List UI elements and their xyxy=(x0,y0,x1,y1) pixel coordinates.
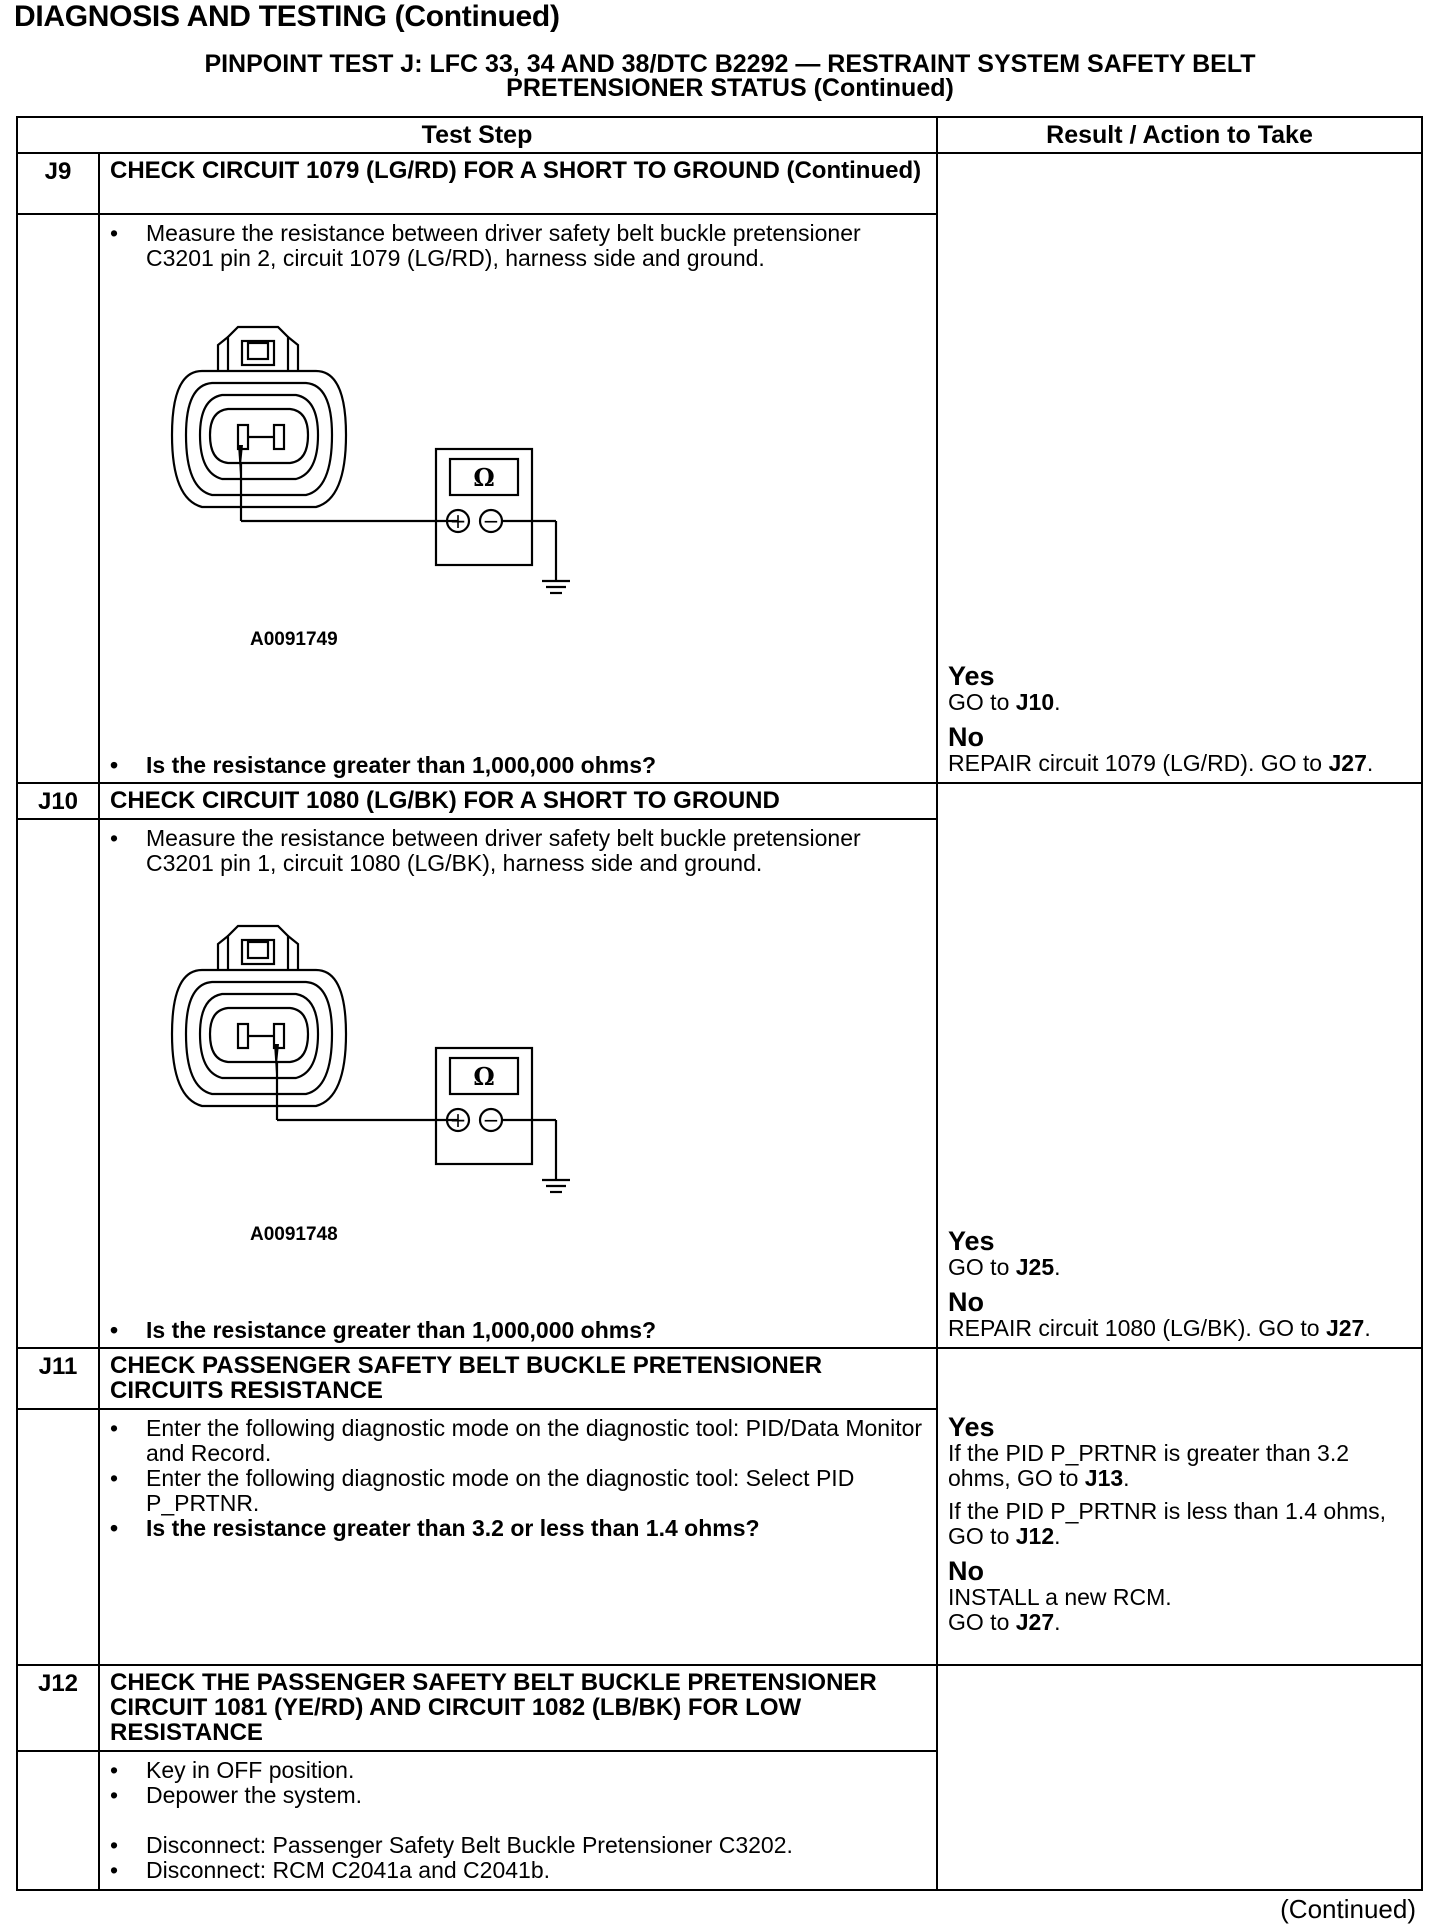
header-result-action: Result / Action to Take xyxy=(937,117,1422,153)
page-title: DIAGNOSIS AND TESTING (Continued) xyxy=(14,0,560,33)
no-label-j9: No xyxy=(948,722,985,752)
figure-code-j9: A0091749 xyxy=(250,629,338,650)
yes-action-j11-greater: If the PID P_PRTNR is greater than 3.2 ohms, GO to J13. xyxy=(948,1440,1349,1491)
step-body-j11 xyxy=(99,1409,937,1665)
header-test-step: Test Step xyxy=(17,117,937,153)
step-body-j10 xyxy=(99,819,937,1348)
step-j9-head-row xyxy=(17,153,1422,214)
ohm-symbol: Ω xyxy=(473,1062,495,1091)
result-j9 xyxy=(937,153,1422,783)
connector-diagram-j9 xyxy=(110,285,930,655)
step-bullet: • Depower the system. xyxy=(110,1782,363,1808)
no-action-j11: INSTALL a new RCM. GO to J27. xyxy=(948,1584,1172,1635)
connector-diagram-j10 xyxy=(110,884,930,1254)
yes-label-j10: Yes xyxy=(948,1226,995,1256)
step-id-j10: J10 xyxy=(17,783,99,819)
no-action-j9: REPAIR circuit 1079 (LG/RD). GO to J27. xyxy=(948,750,1374,776)
connector-meter-illustration xyxy=(110,285,930,655)
connector-meter-illustration xyxy=(110,884,930,1254)
step-title-j10: CHECK CIRCUIT 1080 (LG/BK) FOR A SHORT TO GROUND xyxy=(99,783,937,819)
no-label-j10: No xyxy=(948,1287,985,1317)
result-j10 xyxy=(937,783,1422,1348)
step-id-j9: J9 xyxy=(17,153,99,214)
yes-action-j9: GO to J10. xyxy=(948,689,1061,715)
step-body-j9 xyxy=(99,214,937,783)
step-j12-head-row xyxy=(17,1665,1422,1751)
goto-link-j12: J12 xyxy=(1015,1523,1055,1549)
ohm-symbol: Ω xyxy=(473,463,495,492)
step-bullet: • Key in OFF position. xyxy=(110,1757,355,1783)
step-id-spacer-j9 xyxy=(17,214,99,783)
test-title-line-1: PINPOINT TEST J: LFC 33, 34 AND 38/DTC B2292 — RESTRAINT SYSTEM SAFETY BELT xyxy=(204,50,1256,78)
plus-terminal: + xyxy=(449,509,467,533)
table-header-row xyxy=(17,117,1422,153)
figure-code-j10: A0091748 xyxy=(250,1224,338,1245)
step-body-j12 xyxy=(99,1751,937,1890)
goto-link-j25: J25 xyxy=(1015,1254,1055,1280)
minus-terminal: − xyxy=(482,509,500,533)
step-title-j11: CHECK PASSENGER SAFETY BELT BUCKLE PRETENSIONER CIRCUITS RESISTANCE xyxy=(99,1348,937,1409)
step-bullet: • Measure the resistance between driver safety belt buckle pretensioner C3201 pin 2, circuit 1079 (LG/RD), harness side and ground. xyxy=(110,220,861,271)
step-j11-head-row xyxy=(17,1348,1422,1409)
step-bullet: • Enter the following diagnostic mode on the diagnostic tool: PID/Data Monitor and Record. xyxy=(110,1415,923,1466)
step-question-j10: • Is the resistance greater than 1,000,000 ohms? xyxy=(110,1317,657,1343)
goto-link-j13: J13 xyxy=(1084,1465,1124,1491)
pinpoint-test-title xyxy=(60,52,1400,100)
step-id-spacer-j10 xyxy=(17,819,99,1348)
minus-terminal: − xyxy=(482,1108,500,1132)
pinpoint-test-table xyxy=(16,116,1423,1891)
footer-continued: (Continued) xyxy=(1280,1894,1416,1924)
step-bullet: • Enter the following diagnostic mode on the diagnostic tool: Select PID P_PRTNR. xyxy=(110,1465,855,1516)
step-title-j9: CHECK CIRCUIT 1079 (LG/RD) FOR A SHORT TO GROUND (Continued) xyxy=(99,153,937,214)
step-id-j12: J12 xyxy=(17,1665,99,1751)
no-label-j11: No xyxy=(948,1556,985,1586)
no-action-j10: REPAIR circuit 1080 (LG/BK). GO to J27. xyxy=(948,1315,1371,1341)
step-question-j9: • Is the resistance greater than 1,000,000 ohms? xyxy=(110,752,657,778)
step-bullet: • Measure the resistance between driver safety belt buckle pretensioner C3201 pin 1, circuit 1080 (LG/BK), harness side and ground. xyxy=(110,825,861,876)
step-title-j12: CHECK THE PASSENGER SAFETY BELT BUCKLE PRETENSIONER CIRCUIT 1081 (YE/RD) AND CIRCUIT 1082 (LB/BK) FOR LOW RESISTANCE xyxy=(99,1665,937,1751)
step-id-j11: J11 xyxy=(17,1348,99,1409)
step-bullet: • Disconnect: Passenger Safety Belt Buckle Pretensioner C3202. xyxy=(110,1832,793,1858)
goto-link-j27: J27 xyxy=(1325,1315,1365,1341)
step-j10-head-row xyxy=(17,783,1422,819)
yes-label-j9: Yes xyxy=(948,661,995,691)
yes-action-j11-less: If the PID P_PRTNR is less than 1.4 ohms, GO to J12. xyxy=(948,1498,1387,1549)
test-title-line-2: PRETENSIONER STATUS (Continued) xyxy=(506,74,954,102)
step-bullet: • Disconnect: RCM C2041a and C2041b. xyxy=(110,1857,551,1883)
result-j12 xyxy=(937,1665,1422,1890)
goto-link-j27: J27 xyxy=(1015,1609,1055,1635)
step-question-j11: • Is the resistance greater than 3.2 or less than 1.4 ohms? xyxy=(110,1515,760,1541)
yes-label-j11: Yes xyxy=(948,1412,995,1442)
step-id-spacer-j11 xyxy=(17,1409,99,1665)
step-id-spacer-j12 xyxy=(17,1751,99,1890)
goto-link-j10: J10 xyxy=(1015,689,1055,715)
plus-terminal: + xyxy=(449,1108,467,1132)
yes-action-j10: GO to J25. xyxy=(948,1254,1061,1280)
result-j11 xyxy=(937,1348,1422,1665)
goto-link-j27: J27 xyxy=(1328,750,1367,776)
